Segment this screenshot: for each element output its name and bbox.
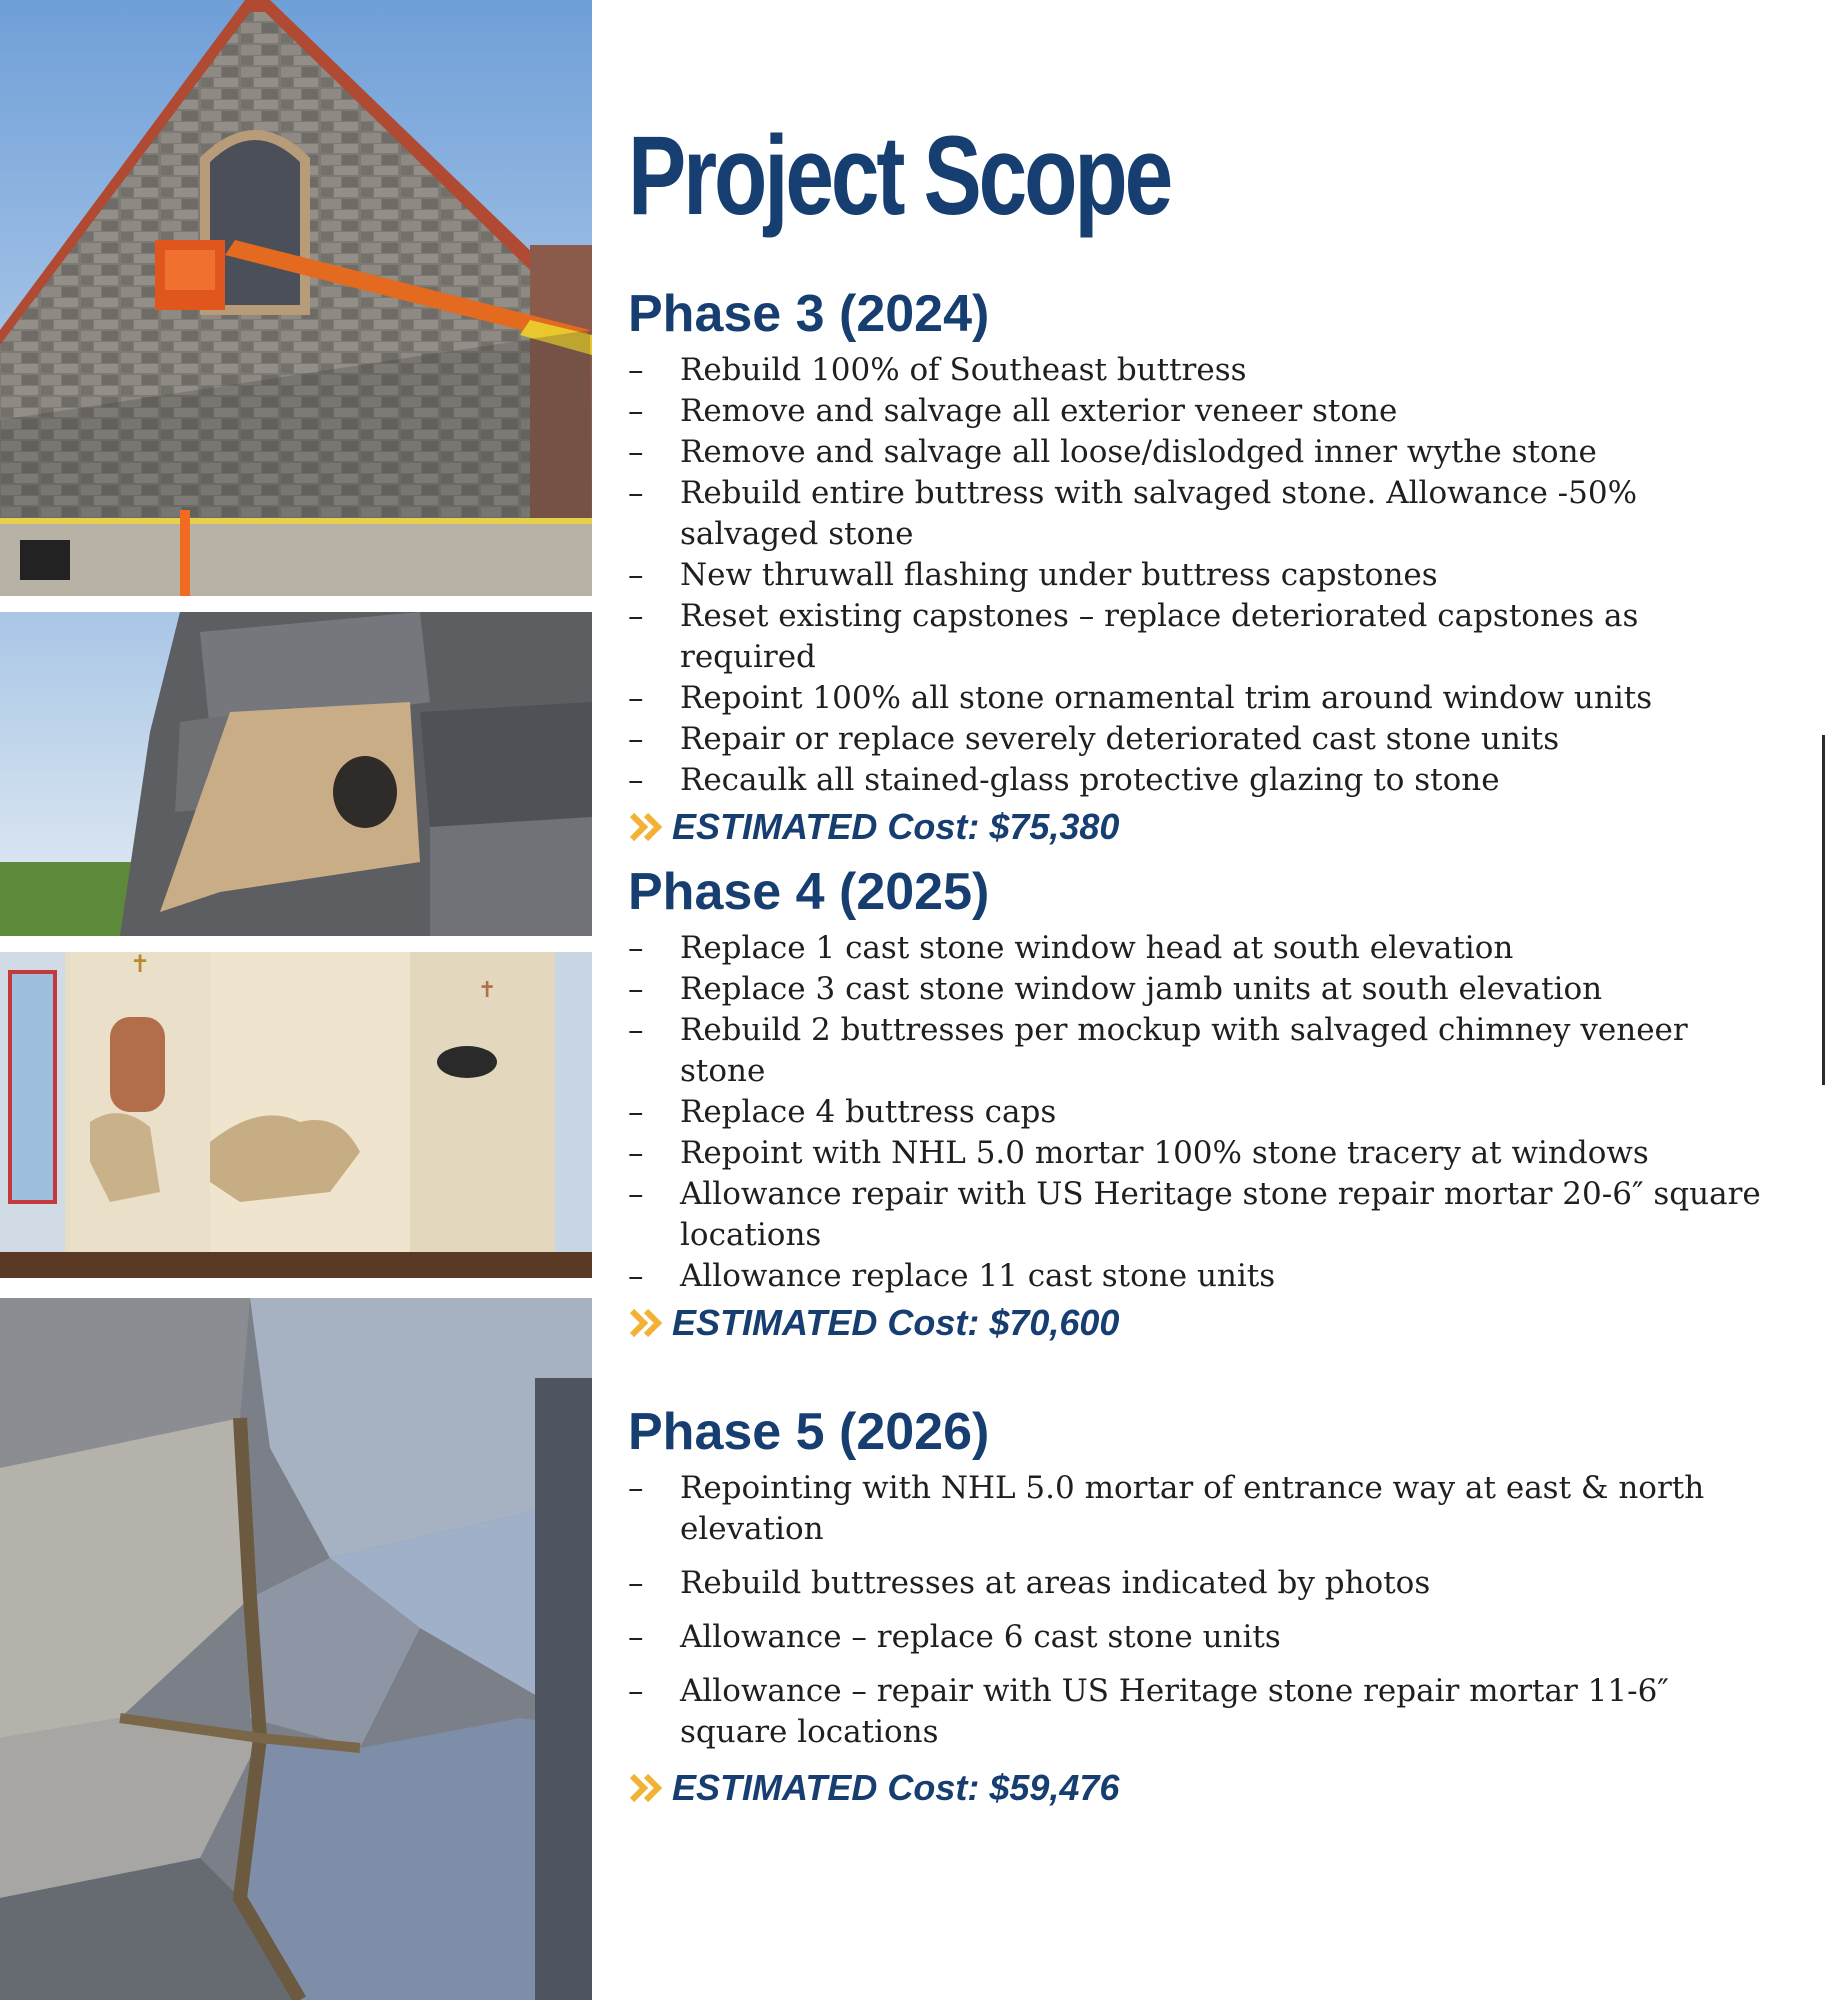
- list-item: – Rebuild 2 buttresses per mockup with salvaged chimney veneer stone: [628, 1010, 1778, 1092]
- list-item: – Rebuild buttresses at areas indicated by photos: [628, 1563, 1778, 1604]
- project-scope-content: [628, 113, 1778, 272]
- church-gable-with-lift-photo: [0, 0, 592, 596]
- phase-3-heading: Phase 3 (2024): [628, 285, 990, 343]
- double-chevron-icon: [628, 1308, 668, 1338]
- deteriorated-buttress-photo: [0, 612, 592, 936]
- phase-4-list: [628, 928, 1778, 1297]
- phase-5-list: [628, 1468, 1778, 1753]
- phase-5-heading: Phase 5 (2026): [628, 1403, 990, 1461]
- phase-3-cost: [628, 805, 1778, 849]
- phase-4-heading: Phase 4 (2025): [628, 863, 990, 921]
- list-item: – Remove and salvage all exterior veneer stone: [628, 391, 1778, 432]
- list-item: – Reset existing capstones – replace deteriorated capstones as required: [628, 596, 1778, 678]
- list-item: – Replace 1 cast stone window head at south elevation: [628, 928, 1778, 969]
- phase-3-list: [628, 350, 1778, 801]
- cost-label: ESTIMATED Cost: $70,600: [672, 1302, 1120, 1343]
- list-item: – New thruwall flashing under buttress capstones: [628, 555, 1778, 596]
- list-item: – Replace 3 cast stone window jamb units at south elevation: [628, 969, 1778, 1010]
- list-item: – Repair or replace severely deteriorated cast stone units: [628, 719, 1778, 760]
- list-item: – Allowance – repair with US Heritage stone repair mortar 11-6″ square locations: [628, 1671, 1778, 1753]
- list-item: – Rebuild 100% of Southeast buttress: [628, 350, 1778, 391]
- list-item: – Repoint 100% all stone ornamental trim around window units: [628, 678, 1778, 719]
- list-item: – Repoint with NHL 5.0 mortar 100% stone tracery at windows: [628, 1133, 1778, 1174]
- svg-text:✝: ✝: [478, 978, 497, 1003]
- list-item: – Remove and salvage all loose/dislodged inner wythe stone: [628, 432, 1778, 473]
- list-item: – Recaulk all stained-glass protective glazing to stone: [628, 760, 1778, 801]
- list-item: – Replace 4 buttress caps: [628, 1092, 1778, 1133]
- list-item: – Rebuild entire buttress with salvaged stone. Allowance -50% salvaged stone: [628, 473, 1778, 555]
- phase-3-section: [628, 285, 1778, 849]
- cracked-stone-closeup-photo: [0, 1298, 592, 2000]
- phase-5-cost: [628, 1766, 1778, 1810]
- double-chevron-icon: [628, 812, 668, 842]
- interior-damaged-plaster-photo: [0, 952, 592, 1278]
- list-item: – Repointing with NHL 5.0 mortar of entrance way at east & north elevation: [628, 1468, 1778, 1550]
- photo-column: [0, 0, 592, 2000]
- phase-5-section: [628, 1403, 1778, 1810]
- double-chevron-icon: [628, 1773, 668, 1803]
- cost-label: ESTIMATED Cost: $75,380: [672, 806, 1120, 847]
- list-item: – Allowance – replace 6 cast stone units: [628, 1617, 1778, 1658]
- list-item: – Allowance replace 11 cast stone units: [628, 1256, 1778, 1297]
- phase-4-cost: [628, 1301, 1778, 1345]
- cost-label: ESTIMATED Cost: $59,476: [672, 1767, 1120, 1808]
- phase-4-section: [628, 863, 1778, 1345]
- svg-text:✝: ✝: [130, 952, 151, 978]
- list-item: – Allowance repair with US Heritage stone repair mortar 20-6″ square locations: [628, 1174, 1778, 1256]
- page-title: Project Scope: [628, 113, 1171, 238]
